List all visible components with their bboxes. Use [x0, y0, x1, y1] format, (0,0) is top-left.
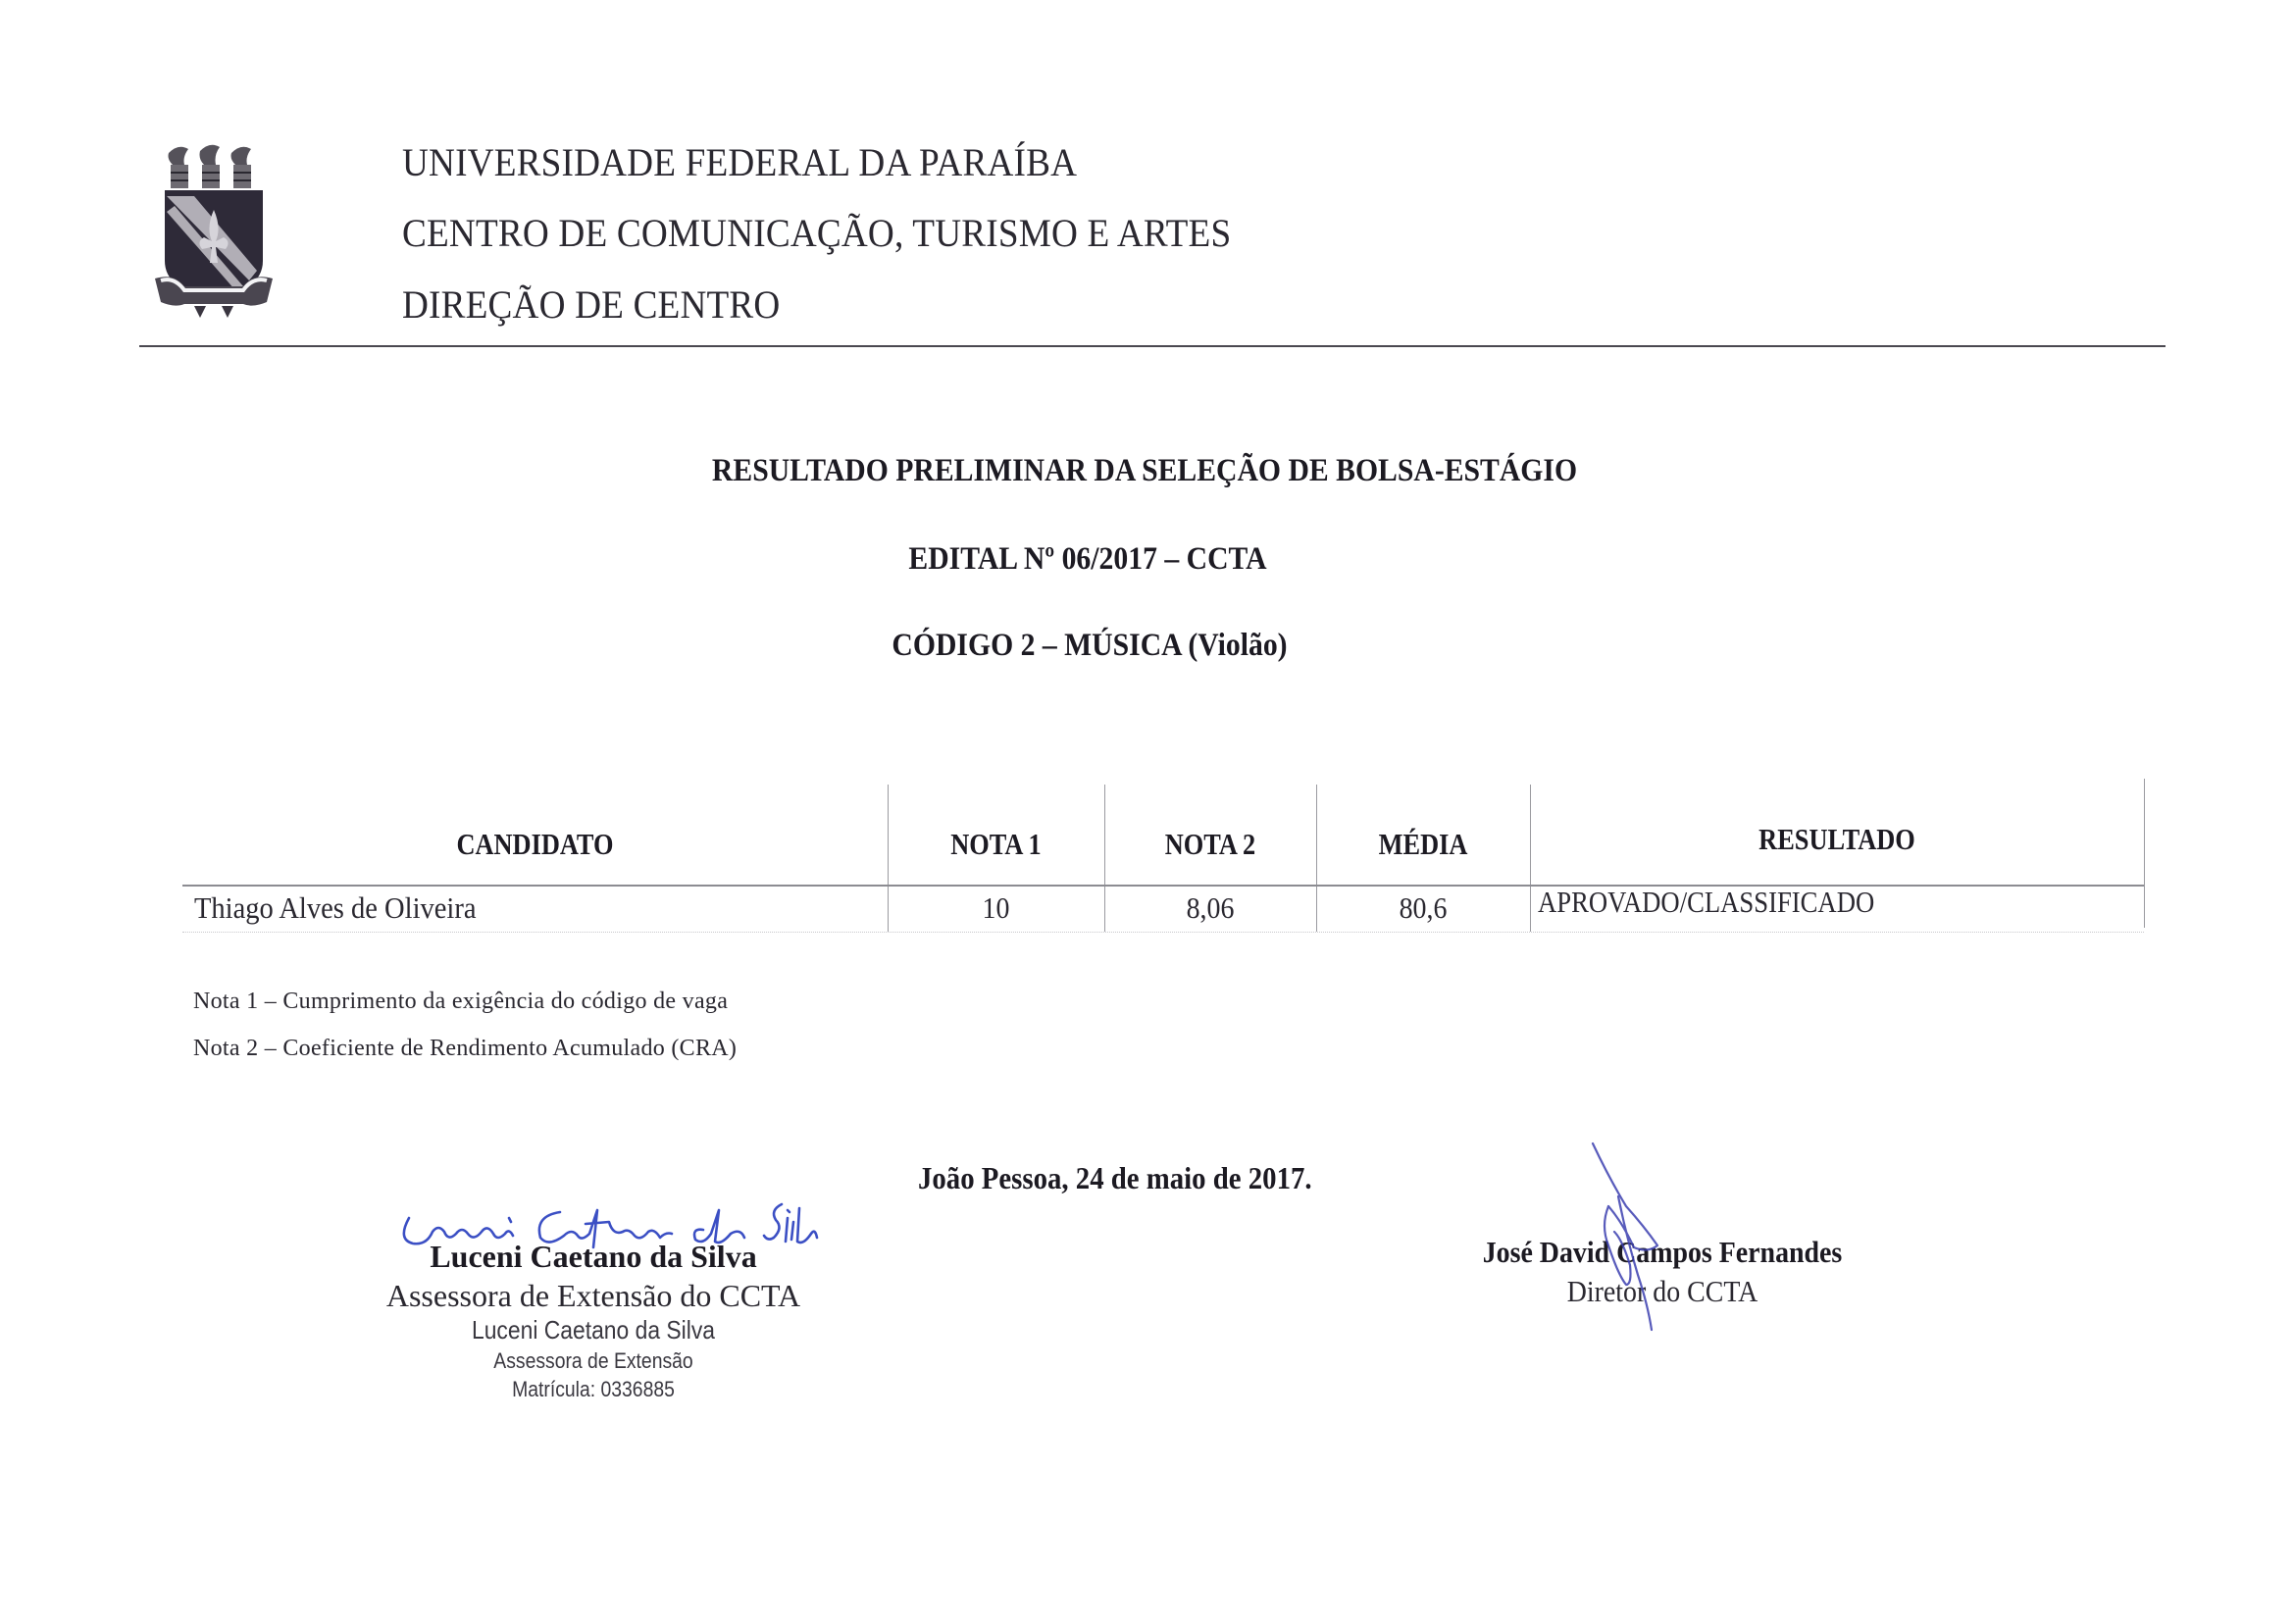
- column-divider: [1530, 785, 1531, 932]
- table-right-border: [2144, 779, 2145, 928]
- cell-nota1: 10: [982, 890, 1010, 925]
- note-1: Nota 1 – Cumprimento da exigência do código de vaga: [193, 989, 729, 1014]
- cell-resultado: APROVADO/CLASSIFICADO: [1538, 885, 1875, 919]
- column-header-nota1: NOTA 1: [950, 827, 1042, 861]
- table-bottom-border: [182, 932, 2144, 933]
- note-2: Nota 2 – Coeficiente de Rendimento Acumulado (CRA): [193, 1036, 738, 1061]
- cell-nota2: 8,06: [1186, 890, 1235, 925]
- signer-right-name: José David Campos Fernandes: [1482, 1235, 1843, 1269]
- edital-title: EDITAL Nº 06/2017 – CCTA: [908, 541, 1267, 577]
- column-divider: [888, 785, 889, 932]
- cell-media: 80,6: [1399, 890, 1448, 925]
- signer-left-name: Luceni Caetano da Silva: [430, 1239, 757, 1274]
- header-rule: [139, 345, 2166, 347]
- document-title: RESULTADO PRELIMINAR DA SELEÇÃO DE BOLSA-ESTÁGIO: [711, 453, 1578, 488]
- header-university: UNIVERSIDADE FEDERAL DA PARAÍBA: [402, 140, 1078, 184]
- stamp-name: Luceni Caetano da Silva: [471, 1315, 716, 1345]
- handwritten-signature-right: [1579, 1138, 1687, 1334]
- stamp-matricula: Matrícula: 0336885: [512, 1377, 675, 1401]
- column-divider: [1104, 785, 1105, 932]
- signer-left-role: Assessora de Extensão do CCTA: [385, 1278, 801, 1313]
- results-table: [182, 785, 2144, 932]
- column-header-resultado: RESULTADO: [1758, 822, 1915, 856]
- codigo-title: CÓDIGO 2 – MÚSICA (Violão): [892, 628, 1288, 663]
- university-logo: [155, 143, 273, 322]
- column-divider: [1316, 785, 1317, 932]
- header-direction: DIREÇÃO DE CENTRO: [402, 282, 781, 327]
- column-header-media: MÉDIA: [1378, 827, 1468, 861]
- header-center: CENTRO DE COMUNICAÇÃO, TURISMO E ARTES: [402, 211, 1232, 255]
- cell-candidato: Thiago Alves de Oliveira: [194, 890, 477, 925]
- stamp-role: Assessora de Extensão: [493, 1348, 693, 1373]
- signer-right-role: Diretor do CCTA: [1566, 1274, 1758, 1308]
- column-header-nota2: NOTA 2: [1164, 827, 1256, 861]
- date-line: João Pessoa, 24 de maio de 2017.: [918, 1160, 1312, 1195]
- column-header-candidato: CANDIDATO: [456, 827, 614, 861]
